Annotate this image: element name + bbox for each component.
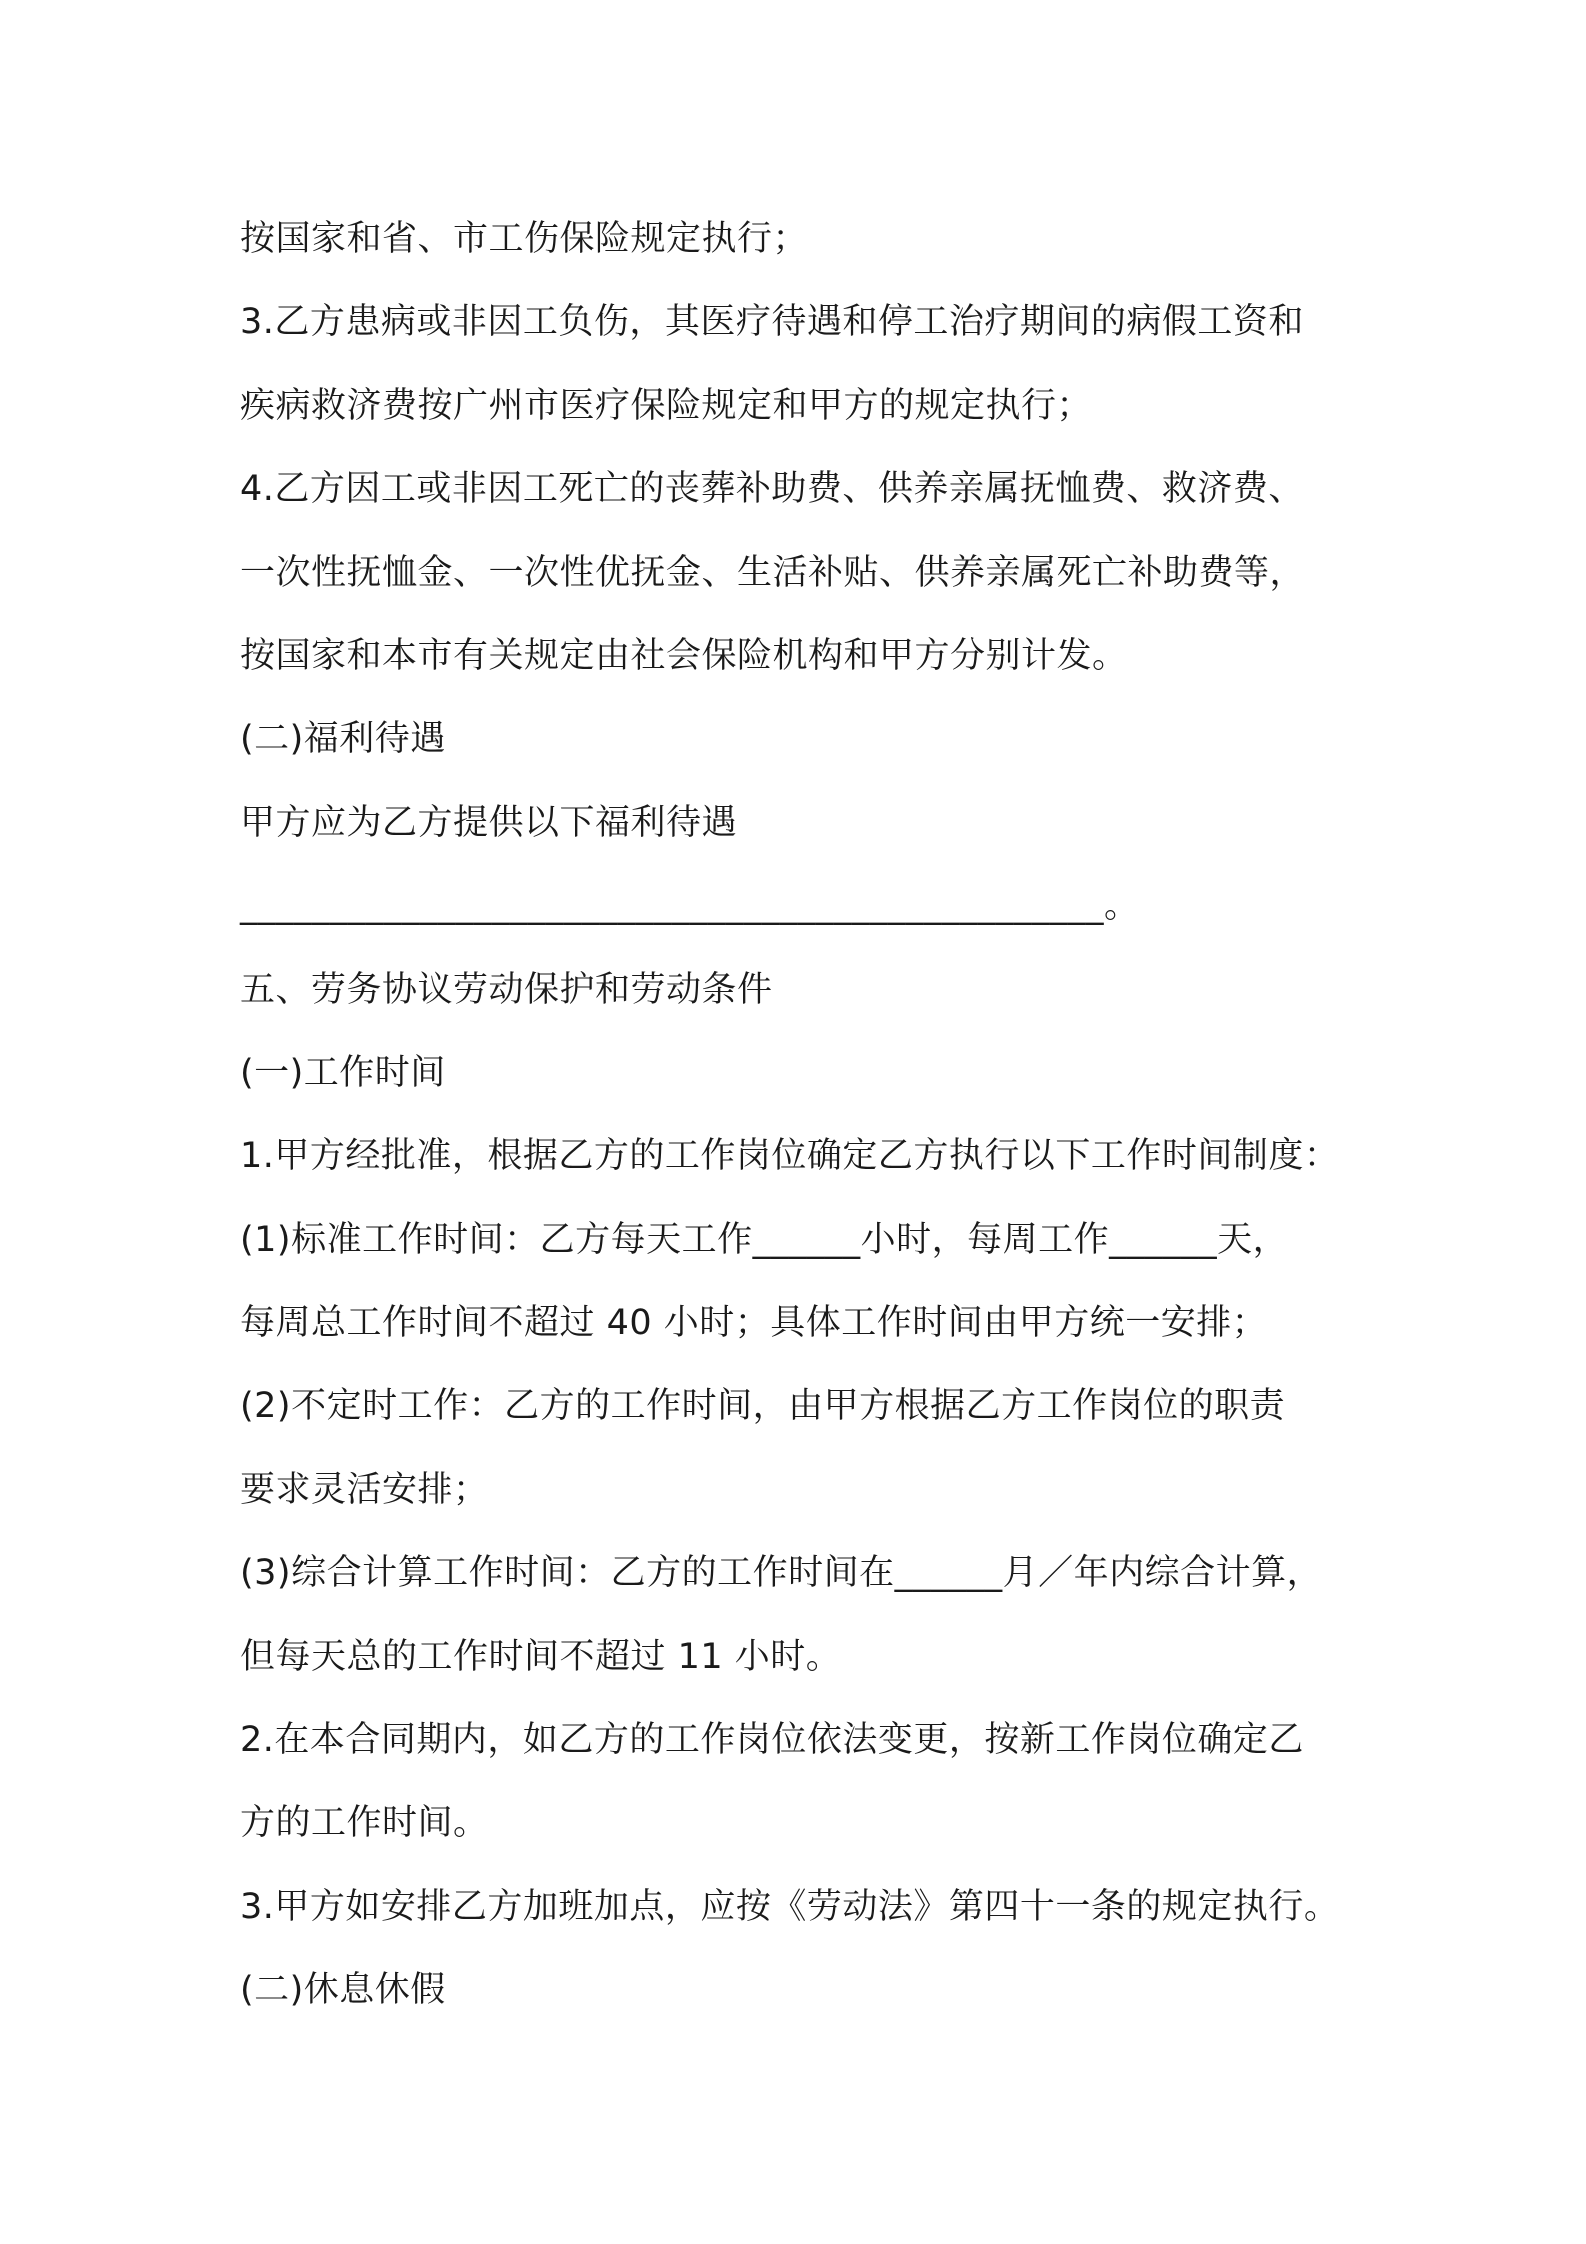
text-line: 要求灵活安排；: [240, 1469, 489, 1510]
text-line: 按国家和省、市工伤保险规定执行；: [240, 219, 809, 259]
text-line: 方的工作时间。: [240, 1803, 489, 1844]
section-heading: (二)福利待遇: [240, 719, 446, 760]
text-line: 但每天总的工作时间不超过 11 小时。: [240, 1636, 842, 1677]
text-line: (2)不定时工作：乙方的工作时间，由甲方根据乙方工作岗位的职责: [240, 1386, 1286, 1427]
document-body: [240, 198, 1380, 2033]
text-line: 4.乙方因工或非因工死亡的丧葬补助费、供养亲属抚恤费、救济费、: [240, 469, 1304, 510]
text-line: (3)综合计算工作时间：乙方的工作时间在______月／年内综合计算，: [240, 1553, 1323, 1594]
text-line: 3.乙方患病或非因工负伤，其医疗待遇和停工治疗期间的病假工资和: [240, 302, 1304, 343]
fill-in-blank-line: ________________________________________________。: [240, 886, 1140, 927]
text-line: 每周总工作时间不超过 40 小时；具体工作时间由甲方统一安排；: [240, 1303, 1268, 1344]
text-line: 2.在本合同期内，如乙方的工作岗位依法变更，按新工作岗位确定乙: [240, 1720, 1304, 1761]
section-heading: (一)工作时间: [240, 1052, 446, 1093]
section-heading: 五、劳务协议劳动保护和劳动条件: [240, 969, 773, 1010]
text-line: 一次性抚恤金、一次性优抚金、生活补贴、供养亲属死亡补助费等，: [240, 552, 1306, 593]
text-line: 甲方应为乙方提供以下福利待遇: [240, 802, 738, 843]
text-line: (1)标准工作时间：乙方每天工作______小时，每周工作______天，: [240, 1219, 1289, 1260]
text-line: 3.甲方如安排乙方加班加点，应按《劳动法》第四十一条的规定执行。: [240, 1886, 1340, 1927]
text-line: 1.甲方经批准，根据乙方的工作岗位确定乙方执行以下工作时间制度：: [240, 1136, 1340, 1177]
text-line: 按国家和本市有关规定由社会保险机构和甲方分别计发。: [240, 635, 1128, 676]
text-line: 疾病救济费按广州市医疗保险规定和甲方的规定执行；: [240, 385, 1093, 426]
section-heading: (二)休息休假: [240, 1970, 446, 2011]
